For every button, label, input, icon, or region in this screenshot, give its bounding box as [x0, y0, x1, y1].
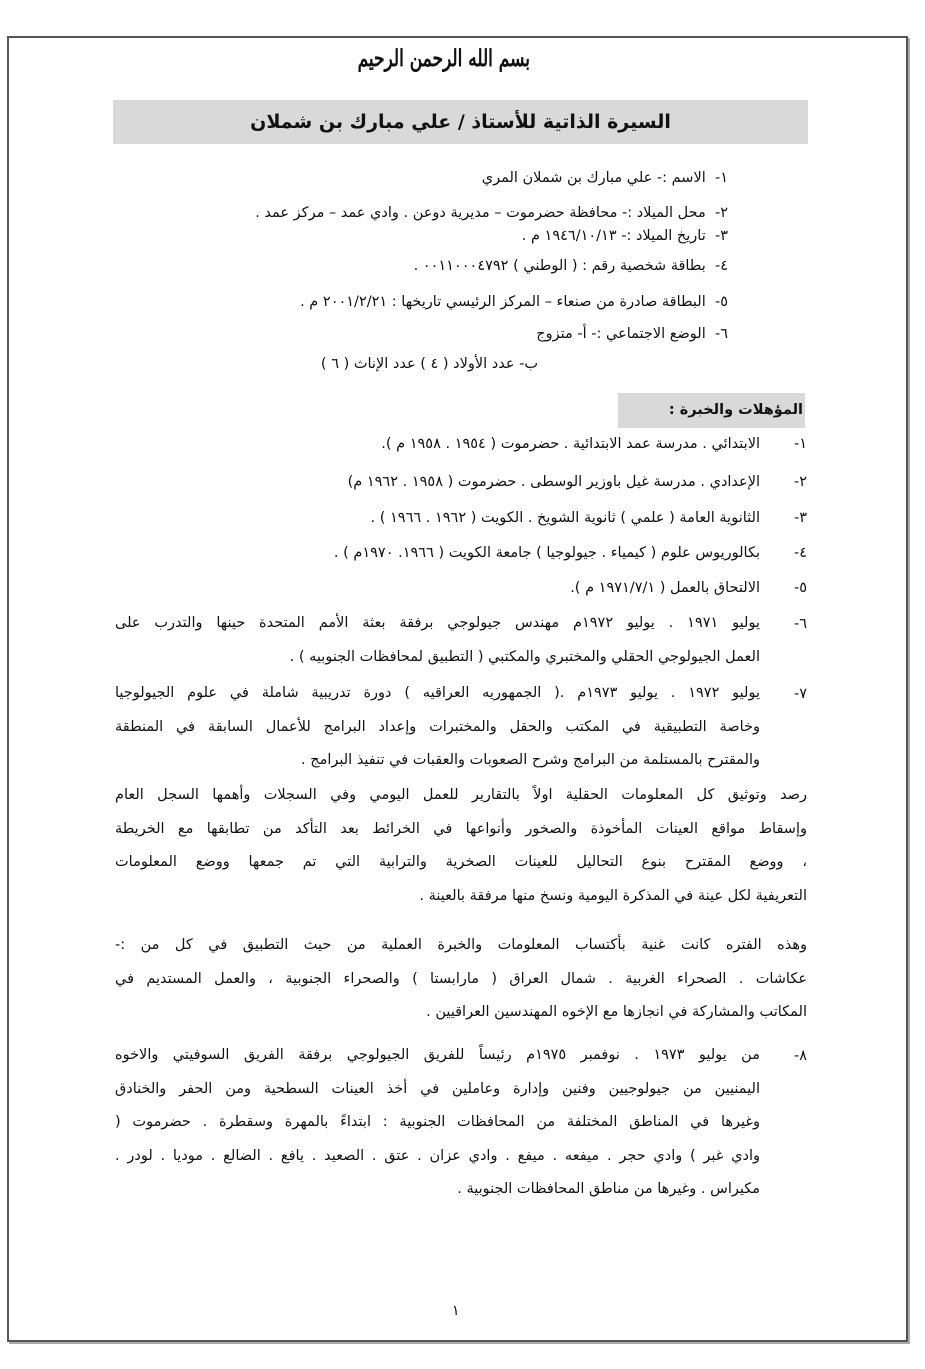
item-number: ٢- [714, 205, 728, 221]
personal-info-card-issue [300, 292, 728, 312]
item-number: ٣- [714, 228, 728, 244]
text-line: مكيراس . وغيرها من مناطق المحافظات الجنوبية . [457, 1181, 760, 1197]
personal-info-marital-status [536, 324, 728, 344]
qualification-number: ٤- [793, 545, 807, 561]
personal-info-id-card [414, 256, 728, 276]
qualification-text: بكالوريوس علوم ( كيمياء . جيولوجيا ) جامعة الكويت ( ١٩٦٦. ١٩٧٠م ) . [333, 545, 760, 561]
item-text: الاسم :- علي مبارك بن شملان المري [481, 170, 706, 186]
text-line: رصد وتوثيق كل المعلومات الحقلية اولاً بالتقارير للعمل اليومي وفي السجلات وأهمها السجل العام [115, 787, 807, 803]
text-line: وهذه الفتره كانت غنية بأكتساب المعلومات والخبرة العملية من حيث التطبيق في كل من :- [115, 937, 807, 953]
personal-info-children [321, 354, 538, 374]
section-heading-box [618, 393, 805, 428]
page-number: ١ [452, 1303, 460, 1319]
qualification-number: ٧- [793, 686, 807, 702]
text-line: عكاشات . الصحراء الغربية . شمال العراق ( مارابستا ) والصحراء الجنوبية ، والعمل المستديم في [115, 970, 807, 987]
item-text: محل الميلاد :- محافظة حضرموت – مديرية دوعن . وادي عمد – مركز عمد . [255, 205, 706, 221]
item-text: البطاقة صادرة من صنعاء – المركز الرئيسي تاريخها : ٢٠٠١/٢/٢١ م . [300, 294, 706, 310]
text-line: وإسقاط مواقع العينات المأخوذة والصخور وأنواعها في الخرائط بعد التأكد من تطابقها مع الخريطة [115, 820, 807, 837]
bismillah-logo: بسم الله الرحمن الرحيم [357, 45, 530, 73]
qualification-text: الالتحاق بالعمل ( ١٩٧١/٧/١ م ). [570, 580, 760, 596]
item-text: ب- عدد الأولاد ( ٤ ) عدد الإناث ( ٦ ) [320, 356, 538, 372]
title-banner [113, 100, 808, 144]
item-number: ٤- [714, 258, 728, 274]
qualification-text: الثانوية العامة ( علمي ) ثانوية الشويخ . الكويت ( ١٩٦٢ . ١٩٦٦ ) . [370, 510, 760, 526]
item-text: بطاقة شخصية رقم : ( الوطني ) ٠٠١١٠٠٠٤٧٩٢ . [413, 258, 706, 274]
qualification-8-text [115, 1039, 760, 1207]
qualification-number: ٨- [793, 1048, 807, 1064]
personal-info-birthdate [522, 226, 728, 246]
personal-info-name [482, 168, 728, 188]
text-line: وغيرها في المناطق المختلفة من المحافظات الجنوبية : ابتداءً بالمهرة وسقطرة . حضرموت ( [115, 1114, 760, 1130]
item-text: تاريخ الميلاد :- ١٩٤٦/١٠/١٣ م . [521, 228, 706, 244]
section-heading: المؤهلات والخبرة : [668, 402, 803, 418]
personal-info-birthplace [255, 203, 728, 223]
text-line: التعريفية لكل عينة في المذكرة اليومية ونسخ منها مرفقة بالعينة . [419, 887, 807, 904]
field-documentation-paragraph [115, 779, 807, 913]
qualification-text: الابتدائي . مدرسة عمد الابتدائية . حضرموت ( ١٩٥٤ . ١٩٥٨ م ). [381, 436, 760, 452]
item-number: ٦- [714, 326, 728, 342]
text-line: وخاصة التطبيقية في المكتب والحقل والمختبرات وإعداد البرامج للأعمال السابقة في المنطقة [115, 718, 760, 735]
text-line: اليمنيين من جيولوجيين وفنين وإدارة وعاملين في أخذ العينات السطحية ومن الحفر والخنادق [115, 1080, 760, 1097]
qualification-6-text [115, 607, 760, 674]
qualification-text: الإعدادي . مدرسة غيل باوزير الوسطى . حضرموت ( ١٩٥٨ . ١٩٦٢ م) [347, 474, 760, 490]
qualification-number: ١- [793, 436, 807, 452]
text-line: والمقترح بالمستلمة من البرامج وشرح الصعوبات والعقبات في تنفيذ البرامج . [301, 752, 760, 768]
item-text: الوضع الاجتماعي :- أ- متزوج [536, 326, 706, 342]
item-number: ٥- [714, 294, 728, 310]
qualification-number: ٣- [793, 510, 807, 526]
qualification-number: ٦- [793, 616, 807, 632]
text-line: وادي غبر ) وادي حجر . ميفعه . ميفع . وادي عزان . عتق . الصعيد . يافع . الضالع . موديا . لودر . [115, 1147, 760, 1164]
text-line: من يوليو ١٩٧٣ . نوفمبر ١٩٧٥م رئيساً للفريق الجيولوجي برفقة الفريق السوفيتي والاخوه [115, 1047, 760, 1063]
text-line: ، ووضع المقترح بنوع التحاليل للعينات الصخرية والترابية التي تم جمعها ووضع المعلومات [115, 854, 807, 870]
text-line: يوليو ١٩٧١ . يوليو ١٩٧٢م مهندس جيولوجي برفقة بعثة الأمم المتحدة حينها والتدرب على [115, 615, 760, 631]
page-title: السيرة الذاتية للأستاذ / علي مبارك بن شملان [250, 111, 671, 133]
qualification-number: ٥- [793, 580, 807, 596]
text-line: يوليو ١٩٧٢ . يوليو ١٩٧٣م .( الجمهوريه العراقيه ) دورة تدريبية شاملة في علوم الجيولوجيا [115, 685, 760, 701]
text-line: العمل الجيولوجي الحقلي والمختبري والمكتبي ( التطبيق لمحافظات الجنوبيه ) . [289, 648, 760, 665]
experience-period-paragraph [115, 929, 807, 1030]
item-number: ١- [714, 170, 728, 186]
qualification-7-text [115, 677, 760, 778]
qualification-number: ٢- [793, 474, 807, 490]
text-line: المكاتب والمشاركة في انجازها مع الإخوه المهندسين العراقيين . [426, 1004, 807, 1020]
